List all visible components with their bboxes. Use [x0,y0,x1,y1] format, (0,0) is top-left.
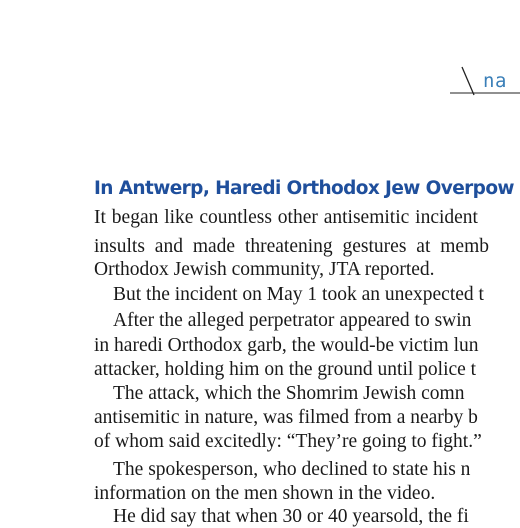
article-text-line: The spokesperson, who declined to state his n [113,459,471,480]
article-text-line: information on the men shown in the video. [94,483,436,504]
article-headline: In Antwerp, Haredi Orthodox Jew Overpow [94,178,514,199]
article-text-line: in haredi Orthodox garb, the would-be victim lun [94,335,479,356]
article-text-line: After the alleged perpetrator appeared to swin [113,310,472,331]
article-text-line: of whom said excitedly: “They’re going to fight.” [94,431,482,452]
article-text-line: The attack, which the Shomrim Jewish comn [113,383,465,404]
section-marker [450,66,520,96]
article-text-line: But the incident on May 1 took an unexpected t [113,284,484,305]
article-text-line: It began like countless other antisemitic incident [94,207,478,228]
section-label: na [483,70,507,92]
article-text-line: antisemitic in nature, was filmed from a nearby b [94,407,478,428]
article-text-line: attacker, holding him on the ground until police t [94,359,477,380]
article-text-line: Orthodox Jewish community, JTA reported. [94,259,435,280]
article-text-line: He did say that when 30 or 40 yearsold, the fi [113,506,469,527]
article-text-line: insults and made threatening gestures at memb [94,236,489,257]
